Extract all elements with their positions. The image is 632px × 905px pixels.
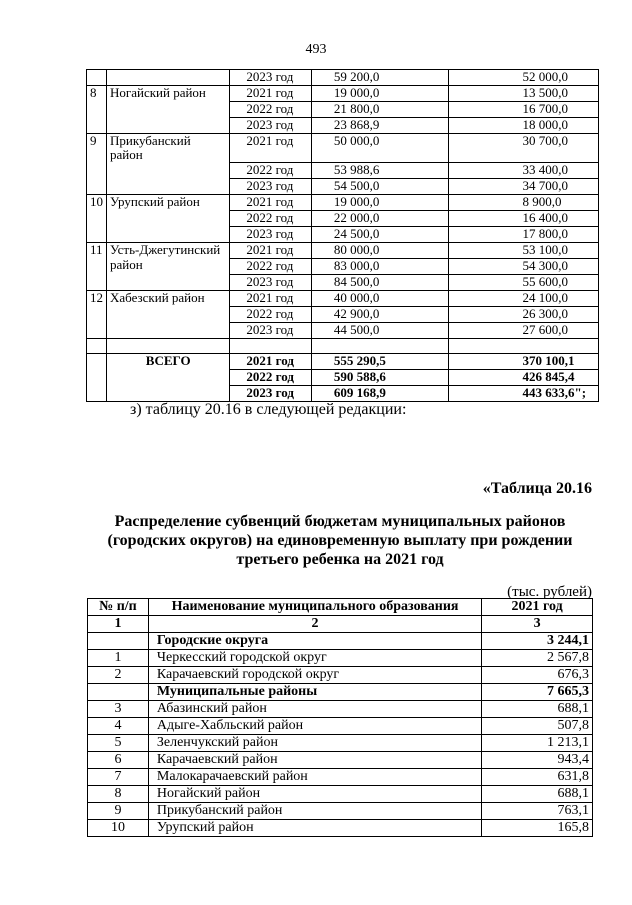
row-number: 2 [88, 667, 149, 684]
total-num [87, 385, 107, 401]
value-cell: 50 000,0 [311, 134, 448, 163]
district-name: Хабезский район [107, 290, 230, 306]
table-title [90, 512, 590, 569]
header-name: Наименование муниципального образования [148, 599, 481, 616]
blank-cell [87, 338, 107, 353]
total-label-blank [107, 385, 230, 401]
district-name [107, 118, 230, 134]
total-num [87, 369, 107, 385]
row-number: 4 [88, 718, 149, 735]
title-line: третьего ребенка на 2021 год [236, 551, 444, 568]
table-row [88, 769, 593, 786]
header-row [88, 599, 593, 616]
row-number [87, 118, 107, 134]
total-row [87, 385, 599, 401]
row-number: 10 [87, 194, 107, 210]
year-cell: 2022 год [230, 162, 311, 178]
blank-cell [107, 338, 230, 353]
table-row [88, 718, 593, 735]
value-cell: 555 290,5 [311, 353, 448, 369]
district-name [107, 102, 230, 118]
year-cell: 2023 год [230, 226, 311, 242]
value-cell: 24 100,0 [448, 290, 599, 306]
row-number [87, 322, 107, 338]
table-row [88, 803, 593, 820]
year-cell: 2023 год [230, 322, 311, 338]
municipality-name: Адыге-Хабльский район [148, 718, 481, 735]
row-number: 8 [88, 786, 149, 803]
amount-cell: 631,8 [482, 769, 593, 786]
table-row [87, 86, 599, 102]
blank-cell [448, 338, 599, 353]
value-cell: 84 500,0 [311, 274, 448, 290]
value-cell: 83 000,0 [311, 258, 448, 274]
column-number-row [88, 616, 593, 633]
table-row [87, 70, 599, 86]
district-name [107, 70, 230, 86]
amount-cell: 1 213,1 [482, 735, 593, 752]
year-cell: 2021 год [230, 134, 311, 163]
year-cell: 2023 год [230, 178, 311, 194]
table-row [87, 290, 599, 306]
district-name: Прикубанский район [107, 134, 230, 163]
value-cell: 40 000,0 [311, 290, 448, 306]
amount-cell: 688,1 [482, 701, 593, 718]
table-row [88, 633, 593, 650]
row-number [87, 306, 107, 322]
value-cell: 21 800,0 [311, 102, 448, 118]
municipality-name: Карачаевский городской округ [148, 667, 481, 684]
amount-cell: 3 244,1 [482, 633, 593, 650]
row-number: 5 [88, 735, 149, 752]
row-number: 7 [88, 769, 149, 786]
district-name [107, 178, 230, 194]
value-cell: 22 000,0 [311, 210, 448, 226]
amount-cell: 165,8 [482, 820, 593, 837]
units-label: (тыс. рублей) [507, 584, 592, 600]
blank-row [87, 338, 599, 353]
year-cell: 2023 год [230, 274, 311, 290]
table-row [87, 226, 599, 242]
row-number [87, 258, 107, 274]
title-line: Распределение субвенций бюджетам муниципальных районов [114, 513, 566, 530]
value-cell: 52 000,0 [448, 70, 599, 86]
value-cell: 26 300,0 [448, 306, 599, 322]
intro-text: з) таблицу 20.16 в следующей редакции: [130, 401, 407, 418]
row-number [87, 274, 107, 290]
value-cell: 42 900,0 [311, 306, 448, 322]
municipality-name: Абазинский район [148, 701, 481, 718]
district-name [107, 162, 230, 178]
amount-cell: 763,1 [482, 803, 593, 820]
amount-cell: 943,4 [482, 752, 593, 769]
header-num: № п/п [88, 599, 149, 616]
municipality-name: Зеленчукский район [148, 735, 481, 752]
col-number: 2 [148, 616, 481, 633]
amount-cell: 2 567,8 [482, 650, 593, 667]
table-row [88, 735, 593, 752]
total-row [87, 353, 599, 369]
year-cell: 2022 год [230, 258, 311, 274]
year-cell: 2021 год [230, 353, 311, 369]
row-number [87, 210, 107, 226]
amount-cell: 688,1 [482, 786, 593, 803]
amount-cell: 507,8 [482, 718, 593, 735]
row-number: 9 [88, 803, 149, 820]
value-cell: 443 633,6"; [448, 385, 599, 401]
total-row [87, 369, 599, 385]
row-number: 10 [88, 820, 149, 837]
district-name: Усть-Джегутинский [107, 242, 230, 258]
table-row [88, 701, 593, 718]
col-number: 1 [88, 616, 149, 633]
distribution-table [87, 598, 593, 837]
value-cell: 54 500,0 [311, 178, 448, 194]
year-cell: 2023 год [230, 70, 311, 86]
value-cell: 34 700,0 [448, 178, 599, 194]
row-number [88, 633, 149, 650]
value-cell: 13 500,0 [448, 86, 599, 102]
year-cell: 2023 год [230, 118, 311, 134]
row-number [87, 102, 107, 118]
total-label-blank [107, 369, 230, 385]
year-cell: 2022 год [230, 306, 311, 322]
blank-cell [311, 338, 448, 353]
district-name [107, 210, 230, 226]
table-row [87, 258, 599, 274]
table-row [87, 134, 599, 163]
row-number [87, 70, 107, 86]
table-row [87, 274, 599, 290]
row-number: 1 [88, 650, 149, 667]
value-cell: 27 600,0 [448, 322, 599, 338]
row-number [88, 684, 149, 701]
table-row [87, 162, 599, 178]
value-cell: 44 500,0 [311, 322, 448, 338]
value-cell: 24 500,0 [311, 226, 448, 242]
header-year: 2021 год [482, 599, 593, 616]
district-name [107, 226, 230, 242]
value-cell: 59 200,0 [311, 70, 448, 86]
value-cell: 19 000,0 [311, 194, 448, 210]
municipality-name: Малокарачаевский район [148, 769, 481, 786]
district-name [107, 306, 230, 322]
district-name [107, 322, 230, 338]
table-row [88, 752, 593, 769]
year-cell: 2021 год [230, 194, 311, 210]
title-line: (городских округов) на единовременную выплату при рождении [107, 532, 573, 549]
value-cell: 426 845,4 [448, 369, 599, 385]
value-cell: 609 168,9 [311, 385, 448, 401]
row-number: 3 [88, 701, 149, 718]
district-name: Урупский район [107, 194, 230, 210]
value-cell: 80 000,0 [311, 242, 448, 258]
row-number [87, 226, 107, 242]
row-number: 9 [87, 134, 107, 163]
row-number: 11 [87, 242, 107, 258]
table-row [88, 820, 593, 837]
municipality-name: Урупский район [148, 820, 481, 837]
year-cell: 2023 год [230, 385, 311, 401]
total-label: ВСЕГО [107, 353, 230, 369]
value-cell: 18 000,0 [448, 118, 599, 134]
row-number [87, 162, 107, 178]
row-number: 6 [88, 752, 149, 769]
value-cell: 17 800,0 [448, 226, 599, 242]
municipality-name: Черкесский городской округ [148, 650, 481, 667]
value-cell: 8 900,0 [448, 194, 599, 210]
table-row [87, 242, 599, 258]
table-row [87, 102, 599, 118]
table-row [87, 210, 599, 226]
value-cell: 370 100,1 [448, 353, 599, 369]
municipality-name: Карачаевский район [148, 752, 481, 769]
table-row [88, 650, 593, 667]
subsidy-table-continued [86, 69, 599, 402]
table-row [87, 194, 599, 210]
year-cell: 2022 год [230, 102, 311, 118]
table-row [87, 118, 599, 134]
municipality-name: Ногайский район [148, 786, 481, 803]
page-number: 493 [305, 42, 327, 57]
col-number: 3 [482, 616, 593, 633]
district-name [107, 274, 230, 290]
table-row [87, 322, 599, 338]
value-cell: 16 400,0 [448, 210, 599, 226]
table-row [87, 306, 599, 322]
table-row [88, 684, 593, 701]
municipality-name: Прикубанский район [148, 803, 481, 820]
table-row [88, 667, 593, 684]
value-cell: 55 600,0 [448, 274, 599, 290]
year-cell: 2021 год [230, 86, 311, 102]
total-num [87, 353, 107, 369]
row-number: 12 [87, 290, 107, 306]
value-cell: 23 868,9 [311, 118, 448, 134]
year-cell: 2022 год [230, 369, 311, 385]
row-number: 8 [87, 86, 107, 102]
value-cell: 16 700,0 [448, 102, 599, 118]
value-cell: 54 300,0 [448, 258, 599, 274]
value-cell: 53 100,0 [448, 242, 599, 258]
year-cell: 2021 год [230, 290, 311, 306]
value-cell: 53 988,6 [311, 162, 448, 178]
blank-cell [230, 338, 311, 353]
value-cell: 19 000,0 [311, 86, 448, 102]
municipality-name: Городские округа [148, 633, 481, 650]
municipality-name: Муниципальные районы [148, 684, 481, 701]
table-row [88, 786, 593, 803]
value-cell: 30 700,0 [448, 134, 599, 163]
district-name: район [107, 258, 230, 274]
amount-cell: 676,3 [482, 667, 593, 684]
district-name: Ногайский район [107, 86, 230, 102]
year-cell: 2022 год [230, 210, 311, 226]
table-row [87, 178, 599, 194]
row-number [87, 178, 107, 194]
table-label: «Таблица 20.16 [482, 480, 592, 497]
amount-cell: 7 665,3 [482, 684, 593, 701]
value-cell: 590 588,6 [311, 369, 448, 385]
value-cell: 33 400,0 [448, 162, 599, 178]
year-cell: 2021 год [230, 242, 311, 258]
